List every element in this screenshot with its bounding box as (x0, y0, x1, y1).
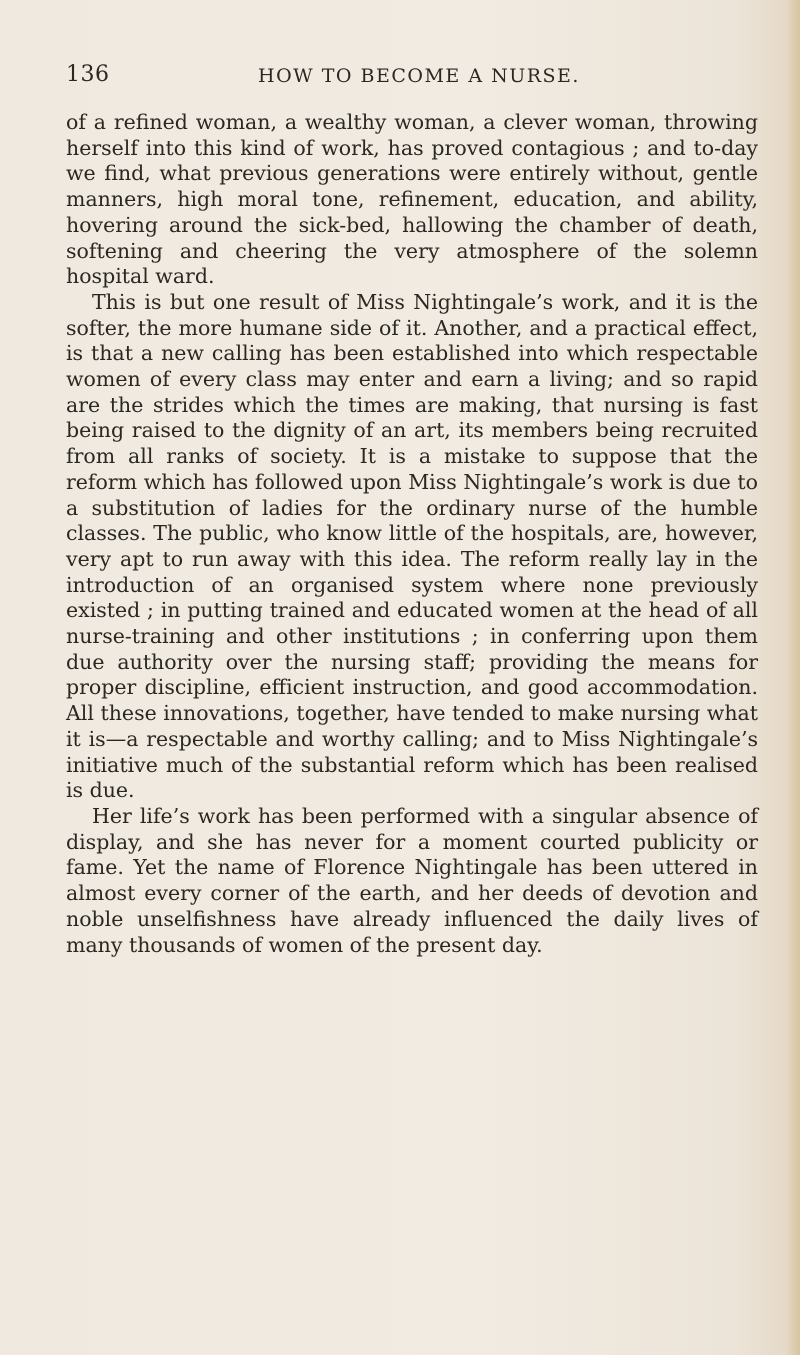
page-edge-shadow (786, 0, 800, 1355)
running-head: HOW TO BECOME A NURSE. (258, 65, 580, 87)
page-header (66, 62, 766, 96)
page-number: 136 (66, 62, 110, 87)
body-text (66, 110, 758, 958)
paragraph-reform: This is but one result of Miss Nightingale’s work, and it is the softer, the more humane side of it. Another, and a practical effect, is that a new calling has been established into which respectable women of every class may enter and earn a living; and so rapid are the strides which the times are making, that nursing is fast being raised to the dignity of an art, its members being recruited from all ranks of society. It is a mistake to suppose that the reform which has followed upon Miss Nightingale’s work is due to a substitution of ladies for the ordinary nurse of the humble classes. The public, who know little of the hospitals, are, however, very apt to run away with this idea. The reform really lay in the introduction of an organised system where none previously existed ; in putting trained and educated women at the head of all nurse-training and other institutions ; in conferring upon them due authority over the nursing staff; providing the means for proper discipline, efficient instruction, and good accommodation. All these innovations, together, have tended to make nursing what it is—a respectable and worthy calling; and to Miss Nightingale’s initiative much of the substantial reform which has been realised is due. (66, 289, 758, 803)
paragraph-continued: of a refined woman, a wealthy woman, a clever woman, throwing herself into this kind of work, has proved contagious ; and to-day we find, what previous generations were entirely without, gentle manners, high moral tone, refinement, education, and ability, hovering around the sick-bed, hallowing the chamber of death, softening and cheering the very atmosphere of the solemn hospital ward. (66, 110, 758, 289)
paragraph-life-work: Her life’s work has been performed with a singular absence of display, and she has never for a moment courted publicity or fame. Yet the name of Florence Nightingale has been uttered in almost every corner of the earth, and her deeds of devotion and noble unselfishness have already influenced the daily lives of many thousands of women of the present day. (66, 803, 758, 957)
